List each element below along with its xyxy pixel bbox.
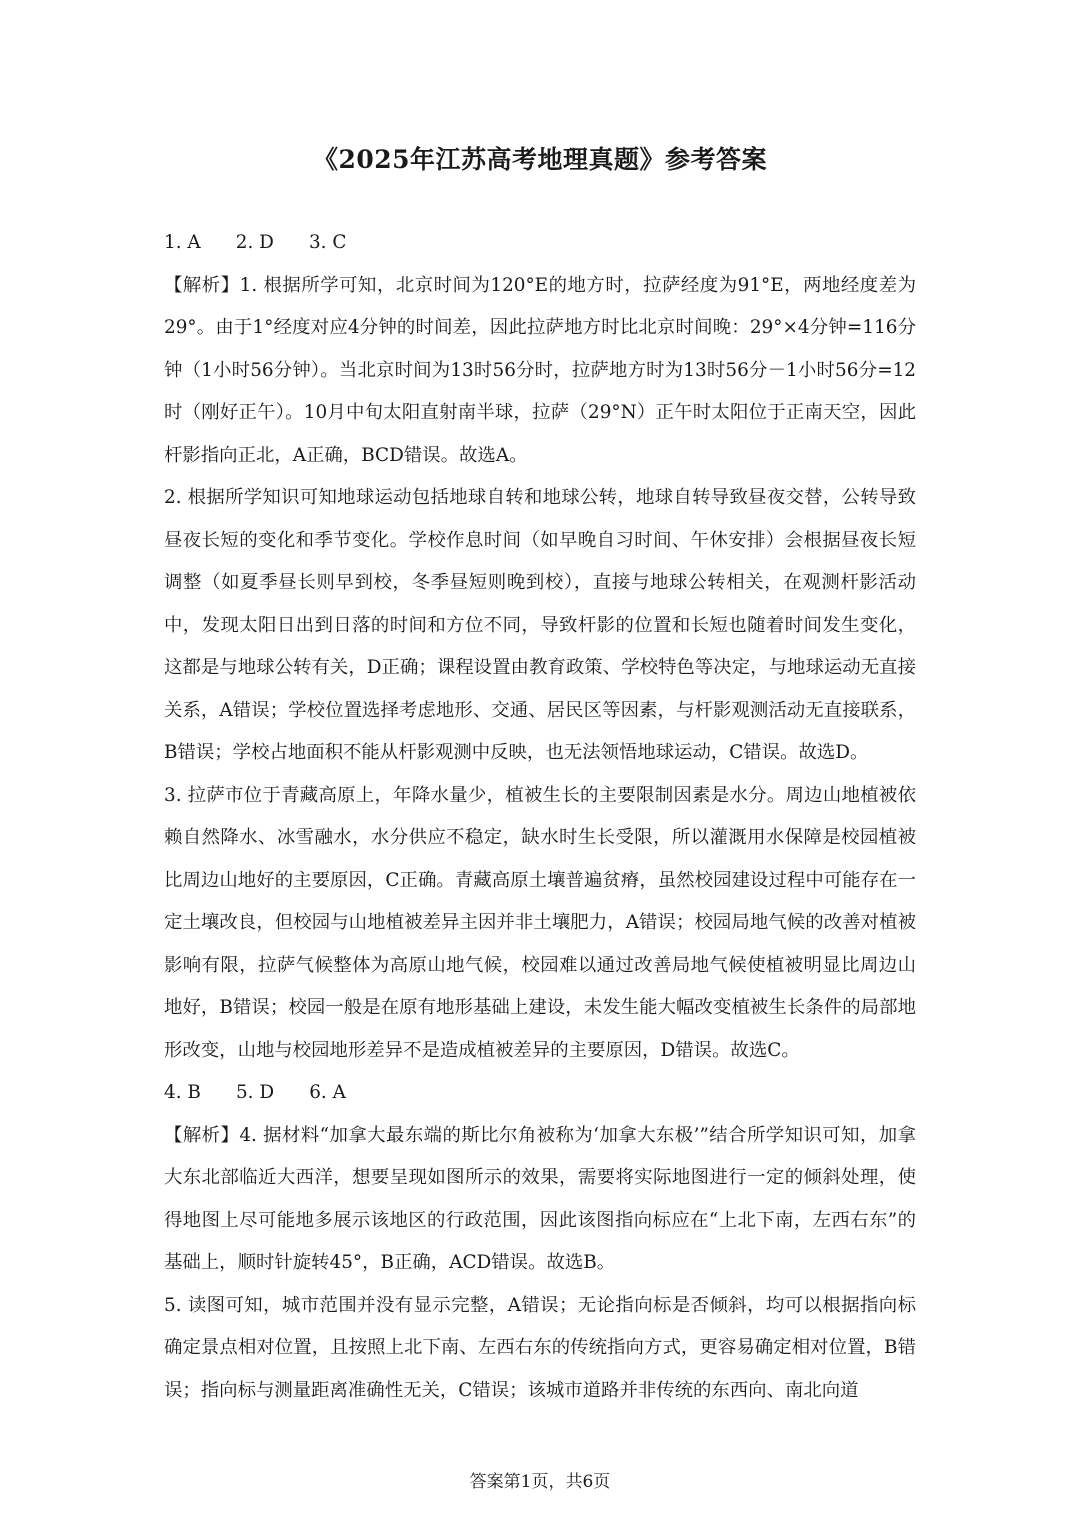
- analysis-question-3: 3. 拉萨市位于青藏高原上，年降水量少，植被生长的主要限制因素是水分。周边山地植被依赖自然降水、冰雪融水，水分供应不稳定，缺水时生长受限，所以灌溉用水保障是校园植被比周边山地好的主要原因，C正确。青藏高原土壤普遍贫瘠，虽然校园建设过程中可能存在一定土壤改良，但校园与山地植被差异主因并非土壤肥力，A错误；校园局地气候的改善对植被影响有限，拉萨气候整体为高原山地气候，校园难以通过改善局地气候使植被明显比周边山地好，B错误；校园一般是在原有地形基础上建设，未发生能大幅改变植被生长条件的局部地形改变，山地与校园地形差异不是造成植被差异的主要原因，D错误。故选C。: [164, 784, 916, 1061]
- analysis-question-5: 5. 读图可知，城市范围并没有显示完整，A错误；无论指向标是否倾斜，均可以根据指向标确定景点相对位置，且按照上北下南、左西右东的传统指向方式，更容易确定相对位置，B错误；指向标与测量距离准确性无关，C错误；该城市道路并非传统的东西向、南北向道: [164, 1294, 916, 1401]
- analysis-question-2: 2. 根据所学知识可知地球运动包括地球自转和地球公转，地球自转导致昼夜交替，公转导致昼夜长短的变化和季节变化。学校作息时间（如早晚自习时间、午休安排）会根据昼夜长短调整（如夏季昼长则早到校，冬季昼短则晚到校），直接与地球公转相关，在观测杆影活动中，发现太阳日出到日落的时间和方位不同，导致杆影的位置和长短也随着时间发生变化，这都是与地球公转有关，D正确；课程设置由教育政策、学校特色等决定，与地球运动无直接关系，A错误；学校位置选择考虑地形、交通、居民区等因素，与杆影观测活动无直接联系，B错误；学校占地面积不能从杆影观测中反映，也无法领悟地球运动，C错误。故选D。: [164, 487, 916, 763]
- analysis-question-4: 【解析】4. 据材料“加拿大最东端的斯比尔角被称为‘加拿大东极’”结合所学知识可知，加拿大东北部临近大西洋，想要呈现如图所示的效果，需要将实际地图进行一定的倾斜处理，使得地图上尽可能地多展示该地区的行政范围，因此该图指向标应在“上北下南，左西右东”的基础上，顺时针旋转45°，B正确，ACD错误。故选B。: [164, 1124, 916, 1273]
- answers-4-6: 4. B 5. D 6. A: [164, 1082, 346, 1103]
- page-footer: 答案第1页，共6页: [469, 1472, 611, 1492]
- answers-1-3: 1. A 2. D 3. C: [164, 232, 347, 253]
- analysis-question-1: 【解析】1. 根据所学可知，北京时间为120°E的地方时，拉萨经度为91°E，两地经度差为29°。由于1°经度对应4分钟的时间差，因此拉萨地方时比北京时间晚：29°×4分钟=116分钟（1小时56分钟）。当北京时间为13时56分时，拉萨地方时为13时56分－1小时56分=12时（刚好正午）。10月中旬太阳直射南半球，拉萨（29°N）正午时太阳位于正南天空，因此杆影指向正北，A正确，BCD错误。故选A。: [164, 274, 916, 466]
- answer-content: [164, 222, 916, 1412]
- page-title: 《2025年江苏高考地理真题》参考答案: [312, 145, 768, 174]
